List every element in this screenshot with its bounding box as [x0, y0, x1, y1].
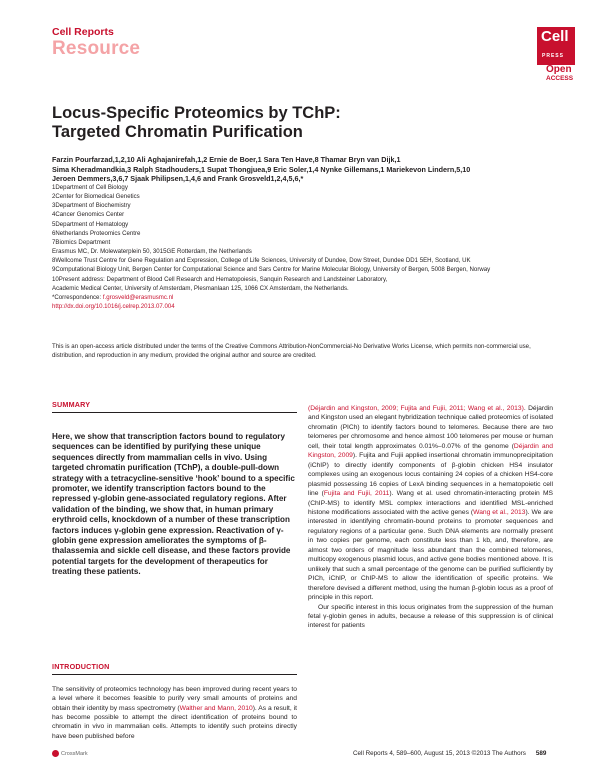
affiliation: 5Department of Hematology	[52, 220, 129, 228]
affiliation: 1Department of Cell Biology	[52, 184, 128, 191]
paragraph	[308, 404, 553, 603]
affiliations	[52, 183, 562, 311]
affiliation: 9Computational Biology Unit, Bergen Center for Computational Science and Sars Centre for Marine Molecular Biology, University of Bergen, 5008 Bergen, Norway	[52, 266, 491, 274]
right-column	[308, 404, 553, 631]
author-line: Sima Kheradmandkia,3 Ralph Stadhouders,1 Supat Thongjuea,9 Eric Soler,1,4 Nynke Gillemans,1 Mariekevon Lindern,5,10	[52, 164, 471, 174]
correspondence-email[interactable]: f.grosveld@erasmusmc.nl	[102, 293, 174, 301]
doi-link[interactable]: http://dx.doi.org/10.1016/j.celrep.2013.07.004	[52, 303, 175, 311]
logo-press: PRESS	[542, 53, 564, 59]
author-list	[52, 155, 572, 184]
paragraph: Our specific interest in this locus originates from the suppression of the human fetal γ-globin genes in adults, because a release of this suppression is of clinical interest for patients	[308, 603, 553, 630]
author-line: Farzin Pourfarzad,1,2,10 Ali Aghajanirefah,1,2 Ernie de Boer,1 Sara Ten Have,8 Thamar Bryn van Dijk,1	[52, 155, 401, 164]
reference-link[interactable]: (Déjardin and Kingston, 2009; Fujita and Fujii, 2011; Wang et al., 2013)	[308, 405, 524, 412]
affiliation: 10Present address: Department of Blood Cell Research and Hematopoiesis, Sanquin Research and Landsteiner Laboratory,	[52, 275, 388, 283]
logo-word: Cell	[541, 28, 569, 45]
citation-text: Cell Reports 4, 589–600, August 15, 2013 ©2013 The Authors	[353, 750, 526, 757]
body-text	[308, 404, 553, 631]
article-title	[52, 104, 552, 142]
summary-heading: SUMMARY	[52, 400, 91, 409]
reference-link[interactable]: Fujita and Fujii, 2011	[323, 490, 390, 498]
title-line-1: Locus-Specific Proteomics by TChP:	[52, 104, 341, 122]
title-line-2: Targeted Chromatin Purification	[52, 123, 303, 141]
correspondence-label: *Correspondence:	[52, 293, 103, 301]
affiliation: Erasmus MC, Dr. Molewaterplein 50, 3015GE Rotterdam, the Netherlands	[52, 248, 252, 256]
affiliation: Academic Medical Center, University of Amsterdam, Plesmanlaan 125, 1066 CX Amsterdam, the Netherlands.	[52, 284, 349, 292]
introduction-text	[52, 685, 297, 741]
affiliation: 4Cancer Genomics Center	[52, 211, 125, 219]
open-access-badge	[546, 64, 586, 83]
affiliation: 7Biomics Department	[52, 238, 111, 246]
cell-press-logo[interactable]	[537, 27, 575, 65]
affiliation: 6Netherlands Proteomics Centre	[52, 229, 141, 237]
text-run: The sensitivity of proteomics technology has been improved during recent years to a level where it becomes feasible to purify very small amounts of proteins and obtain their identity by mass spectrometry (	[52, 685, 297, 712]
reference-link[interactable]: Wang et al., 2013	[473, 508, 526, 516]
reference-link[interactable]: Walther and Mann, 2010	[179, 704, 253, 712]
access-label: ACCESS	[546, 75, 574, 82]
text-run: ). Fujita and Fujii applied insertional chromatin immunoprecipitation (iChIP) to directly identify components of β-globin chicken HS4 insulator complexes using an exogenous locus containing 24 copies of a chicken HS4-core plasmid possessing 16 copies of LexA binding sequences in a hematopoietic cell line (	[308, 452, 553, 498]
introduction-heading: INTRODUCTION	[52, 661, 110, 671]
crossmark-logo[interactable]	[52, 750, 88, 757]
affiliation: 3Department of Biochemistry	[52, 202, 131, 210]
affiliation: 8Wellcome Trust Centre for Gene Regulation and Expression, College of Life Sciences, University of Dundee, Dow Street, Dundee DD1 5EH, Scotland, UK	[52, 257, 471, 265]
reference-link[interactable]: Déjardin and Kingston, 2009	[308, 442, 553, 460]
affiliation: 2Center for Biomedical Genetics	[52, 193, 140, 201]
summary-text: Here, we show that transcription factors bound to regulatory sequences can be identified by purifying these unique sequences directly from mammalian cells in vivo. Using targeted chromatin purification (TChP), a double-pull-down strategy with a tetracycline-sensitive ‘hook’ bound to a specific promoter, we identify transcription factors bound to the repressed γ-globin gene-associated regulatory regions. After validation of the binding, we show that, in human primary erythroid cells, knockdown of a number of these transcription factors induces γ-globin gene expression. Reactivation of γ-globin gene expression ameliorates the symptoms of β-thalassemia and sickle cell disease, and these factors provide potential targets for the development of therapeutics for treating these patients.	[52, 432, 295, 577]
page-number: 589	[535, 750, 547, 757]
text-run: . Déjardin and Kingston used an elegant hybridization technique called proteomics of isolated chromatin (PICh) to identify factors bound to telomeres. Because there are two telomeres per chromosome and hence almost 100 telomeres per mouse or human cell, their total length approximates 0.01%–0.07% of the genome (	[308, 405, 553, 450]
open-label: Open	[546, 64, 572, 75]
correspondence	[52, 293, 562, 302]
crossmark-label: CrossMark	[61, 750, 88, 757]
author-line: Jeroen Demmers,3,6,7 Sjaak Philipsen,1,4,6 and Frank Grosveld1,2,4,5,6,*	[52, 174, 304, 184]
text-run: ). We are interested in identifying chromatin-bound proteins to promoter sequences and regulatory regions of a particular gene. Such DNA elements are normally present in two copies per genome, each constitute less than 1 kb, and, therefore, are almost two orders of magnitude less abundant than the combined telomeres, multicopy exogenous plasmid locus, and active gene bodies mentioned above. It is unlikely that such a small percentage of the genome can be purified sufficiently by PICh, iChIP, or ChIP-MS to allow the identification of specific proteins. We therefore devised a different method, using the human β-globin locus as a proof of principle in this report.	[308, 508, 553, 602]
crossmark-icon	[52, 750, 59, 757]
text-run: ). Wang et al. used chromatin-interacting protein MS (ChIP-MS) to identify MSL complex interactions and identified MSL-enriched histone modifications associated with the active genes (	[308, 490, 553, 516]
journal-name: Cell Reports	[52, 26, 114, 38]
footer-citation	[353, 750, 546, 757]
text-run: ). As a result, it has become possible to attempt the direct identification of proteins bound to chromatin in vivo in mammalian cells. Attempts to identify such proteins directly have been published before	[52, 704, 297, 740]
license-statement: This is an open-access article distributed under the terms of the Creative Commons Attribution-NonCommercial-No Derivative Works License, which permits non-commercial use, distribution, and reproduction in any medium, provided the original author and source are credited.	[52, 343, 531, 359]
introduction-divider	[52, 674, 297, 675]
summary-divider	[52, 412, 297, 413]
left-column	[52, 400, 297, 741]
article-section: Resource	[52, 38, 141, 59]
